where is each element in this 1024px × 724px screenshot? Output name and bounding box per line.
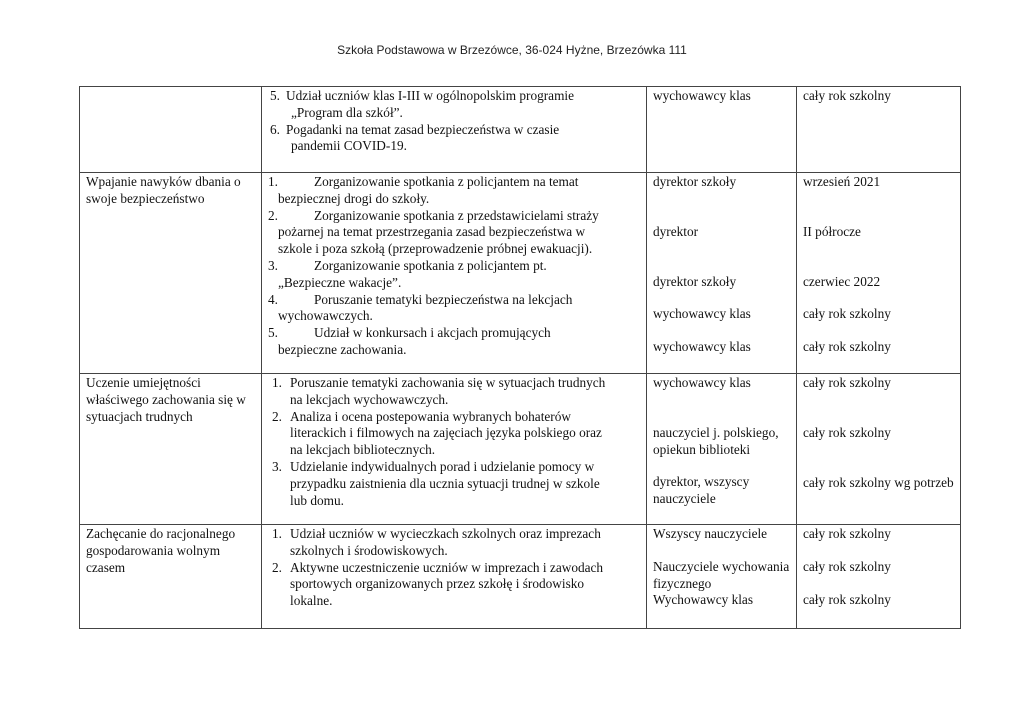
- table-row: [80, 173, 961, 374]
- task-cell: Wpajanie nawyków dbania o swoje bezpieczeństwo: [80, 173, 262, 374]
- activities-cell: [262, 374, 647, 525]
- responsible-cell: wychowawcy klas: [647, 87, 797, 173]
- list-item: 3. Zorganizowanie spotkania z policjantem pt.: [268, 257, 547, 273]
- deadline-cell: cały rok szkolny: [797, 87, 961, 173]
- table-row: [80, 525, 961, 629]
- deadline-cell: cały rok szkolny cały rok szkolny cały rok szkolny wg potrzeb: [797, 374, 961, 525]
- activities-cell: [262, 87, 647, 173]
- list-item: 1. Udział uczniów w wycieczkach szkolnych oraz imprezach szkolnych i środowiskowych.: [272, 526, 601, 558]
- list-item: 4. Poruszanie tematyki bezpieczeństwa na lekcjach: [268, 291, 573, 307]
- deadline-cell: wrzesień 2021 II półrocze czerwiec 2022 cały rok szkolny cały rok szkolny: [797, 173, 961, 374]
- activities-cell: 1. Zorganizowanie spotkania z policjantem na temat bezpiecznej drogi do szkoły. 2. Zorganizowanie spotkania z przedstawicielami straży pożarnej na temat przestrzegania zasad bezpieczeństwa w szkole i poza szkołą (przeprowadzenie próbnej ewakuacji). 3. Zorganizowanie spotkania z policjantem pt. „Bezpieczne wakacje”. 4. Poruszanie tematyki bezpieczeństwa na lekcjach wychowawczych. 5. Udział w konkursach i akcjach promujących bezpieczne zachowania.: [262, 173, 647, 374]
- list-item: 3. Udzielanie indywidualnych porad i udzielanie pomocy w przypadku zaistnienia dla ucznia sytuacji trudnej w szkole lub domu.: [272, 458, 600, 508]
- task-cell: Uczenie umiejętności właściwego zachowania się w sytuacjach trudnych: [80, 374, 262, 525]
- list-item: 5. Udział w konkursach i akcjach promujących: [268, 325, 551, 341]
- list-item: 1. Zorganizowanie spotkania z policjantem na temat: [268, 174, 579, 189]
- responsible-cell: wychowawcy klas nauczyciel j. polskiego, opiekun biblioteki dyrektor, wszyscy nauczyciele: [647, 374, 797, 525]
- task-cell: Zachęcanie do racjonalnego gospodarowania wolnym czasem: [80, 525, 262, 629]
- table-row: [80, 87, 961, 173]
- deadline-cell: cały rok szkolny cały rok szkolny cały rok szkolny: [797, 525, 961, 629]
- page-header: Szkoła Podstawowa w Brzezówce, 36-024 Hyżne, Brzezówka 111: [337, 43, 687, 57]
- list-item: 5. Udział uczniów klas I-III w ogólnopolskim programie „Program dla szkół”.: [270, 88, 575, 120]
- responsible-cell: Wszyscy nauczyciele Nauczyciele wychowania fizycznego Wychowawcy klas: [647, 525, 797, 629]
- list-item: 6. Pogadanki na temat zasad bezpieczeństwa w czasie pandemii COVID-19.: [270, 121, 560, 154]
- list-item: 2. Aktywne uczestniczenie uczniów w imprezach i zawodach sportowych organizowanych przez szkołę i środowisko lokalne.: [272, 559, 604, 609]
- activities-cell: [262, 525, 647, 629]
- task-cell: [80, 87, 262, 173]
- responsible-cell: dyrektor szkoły dyrektor dyrektor szkoły wychowawcy klas wychowawcy klas: [647, 173, 797, 374]
- list-item: 1. Poruszanie tematyki zachowania się w sytuacjach trudnych na lekcjach wychowawczych.: [272, 375, 606, 407]
- table-row: [80, 374, 961, 525]
- list-item: 2. Zorganizowanie spotkania z przedstawicielami straży: [268, 207, 599, 223]
- plan-table: [79, 86, 961, 629]
- list-item: 2. Analiza i ocena postepowania wybranych bohaterów literackich i filmowych na zajęciach języka polskiego oraz na lekcjach bibliotecznych.: [272, 408, 602, 458]
